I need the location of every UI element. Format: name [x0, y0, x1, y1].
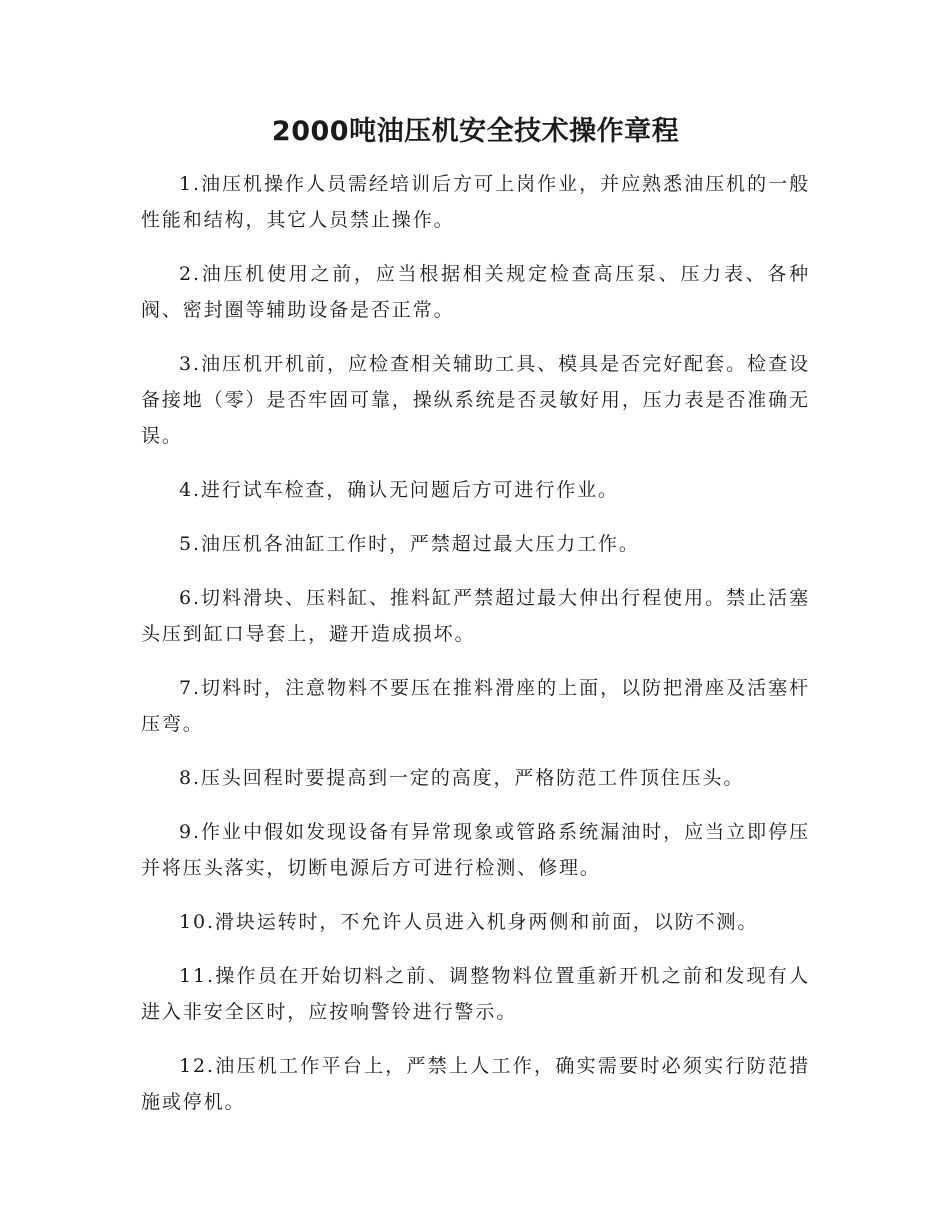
paragraph-8: 8.压头回程时要提高到一定的高度，严格防范工件顶住压头。 [179, 767, 745, 789]
paragraph-6: 6.切料滑块、压料缸、推料缸严禁超过最大伸出行程使用。禁止活塞头压到缸口导套上，避开造成损坏。 [141, 587, 810, 645]
document-title: 2000吨油压机安全技术操作章程 [271, 116, 680, 147]
paragraph-3: 3.油压机开机前，应检查相关辅助工具、模具是否完好配套。检查设备接地（零）是否牢固可靠，操纵系统是否灵敏好用，压力表是否准确无误。 [141, 353, 810, 447]
paragraph-7: 7.切料时，注意物料不要压在推料滑座的上面，以防把滑座及活塞杆压弯。 [141, 677, 810, 735]
paragraph-4: 4.进行试车检查，确认无问题后方可进行作业。 [179, 479, 619, 501]
paragraph-9: 9.作业中假如发现设备有异常现象或管路系统漏油时，应当立即停压并将压头落实，切断电源后方可进行检测、修理。 [141, 821, 810, 879]
paragraph-11: 11.操作员在开始切料之前、调整物料位置重新开机之前和发现有人进入非安全区时，应按响警铃进行警示。 [141, 965, 810, 1023]
paragraph-2: 2.油压机使用之前，应当根据相关规定检查高压泵、压力表、各种阀、密封圈等辅助设备是否正常。 [141, 263, 810, 321]
paragraph-12: 12.油压机工作平台上，严禁上人工作，确实需要时必须实行防范措施或停机。 [141, 1055, 810, 1113]
paragraph-1: 1.油压机操作人员需经培训后方可上岗作业，并应熟悉油压机的一般性能和结构，其它人员禁止操作。 [141, 173, 810, 231]
paragraph-5: 5.油压机各油缸工作时，严禁超过最大压力工作。 [179, 533, 640, 555]
paragraph-10: 10.滑块运转时，不允许人员进入机身两侧和前面，以防不测。 [179, 911, 759, 933]
